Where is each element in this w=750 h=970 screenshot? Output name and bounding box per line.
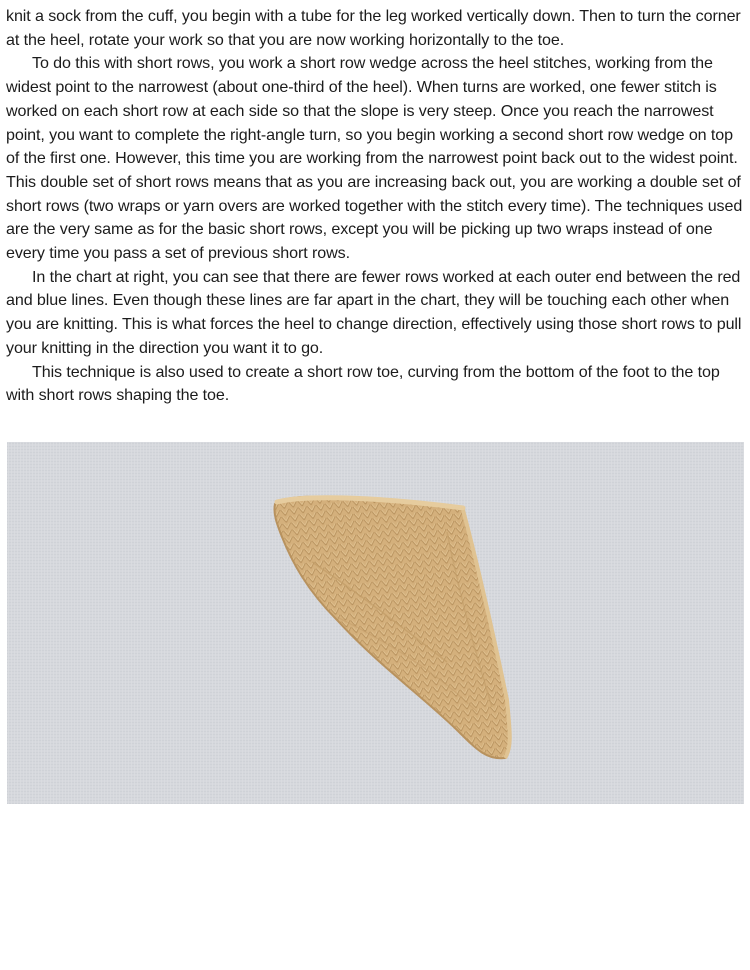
paragraph: knit a sock from the cuff, you begin with a tube for the leg worked vertically down. Then to turn the corner at the heel, rotate your work so that you are now working horizontally to the toe. (6, 7, 741, 49)
knitted-heel-photo (7, 442, 744, 804)
paragraph: In the chart at right, you can see that there are fewer rows worked at each outer end between the red and blue lines. Even though these lines are far apart in the chart, they will be touching each other when you are knitting. This is what forces the heel to change direction, effectively using those short rows to pull your knitting in the direction you want it to go. (6, 267, 742, 357)
paragraph: This technique is also used to create a short row toe, curving from the bottom of the foot to the top with short rows shaping the toe. (6, 362, 720, 405)
body-text (6, 5, 746, 408)
paragraph: To do this with short rows, you work a short row wedge across the heel stitches, working from the widest point to the narrowest (about one-third of the heel). When turns are worked, one fewer stitch is worked on each short row at each side so that the slope is very steep. Once you reach the narrowest point, you want to complete the right-angle turn, so you begin working a second short row wedge on top of the first one. However, this time you are working from the narrowest point back out to the widest point. This double set of short rows means that as you are increasing back out, you are working a double set of short rows (two wraps or yarn overs are worked together with the stitch every time). The techniques used are the very same as for the basic short rows, except you will be picking up two wraps instead of one every time you pass a set of previous short rows. (6, 54, 743, 263)
